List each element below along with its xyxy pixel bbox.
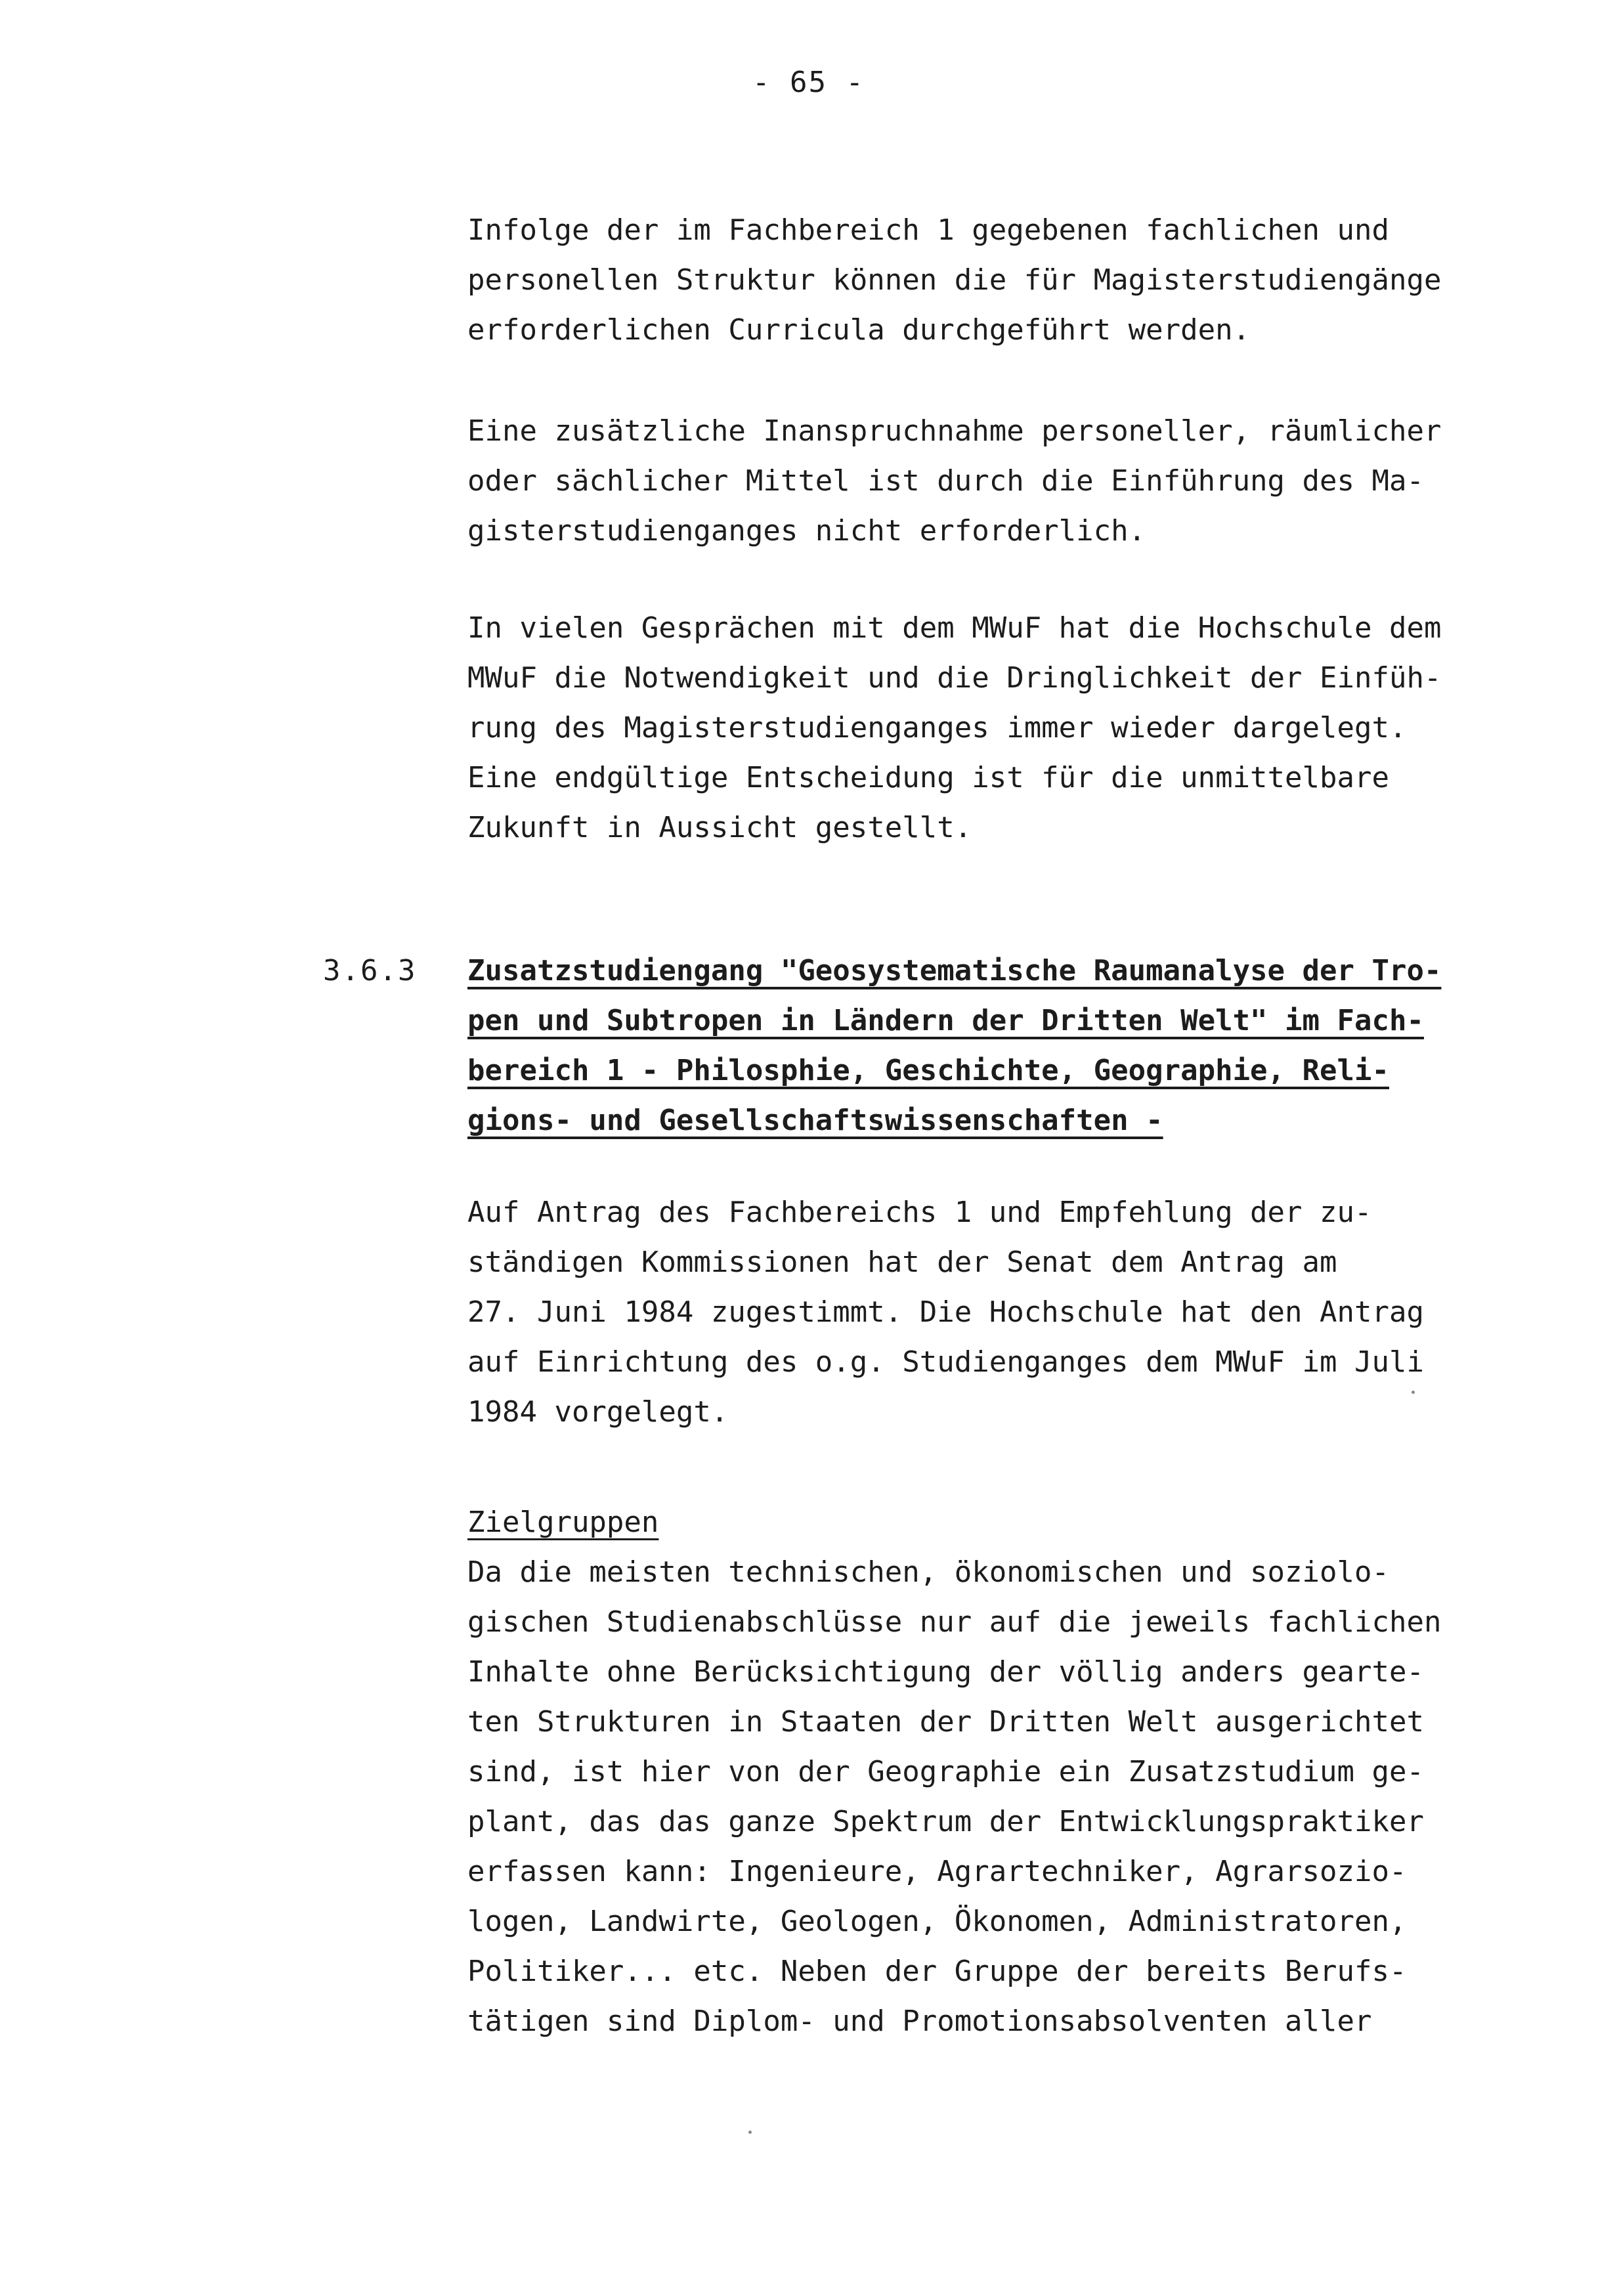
text-line: plant, das das ganze Spektrum der Entwicklungspraktiker: [467, 1805, 1424, 1838]
subheading-zielgruppen: Zielgruppen: [467, 1505, 659, 1539]
text-line: gischen Studienabschlüsse nur auf die jeweils fachlichen: [467, 1605, 1442, 1639]
text-line: rung des Magisterstudienganges immer wieder dargelegt.: [467, 711, 1407, 745]
text-line: gisterstudienganges nicht erforderlich.: [467, 514, 1146, 548]
scan-speck: [748, 2131, 752, 2134]
zielgruppen-paragraph: [467, 1548, 1442, 2047]
heading-line: Zusatzstudiengang "Geosystematische Raumanalyse der Tro-: [467, 954, 1442, 987]
text-line: Inhalte ohne Berücksichtigung der völlig anders gearte-: [467, 1655, 1424, 1689]
text-line: Politiker... etc. Neben der Gruppe der bereits Berufs-: [467, 1955, 1407, 1988]
text-line: logen, Landwirte, Geologen, Ökonomen, Administratoren,: [467, 1905, 1407, 1938]
paragraph-2: [467, 406, 1442, 556]
paragraph-3: [467, 603, 1442, 853]
section-body-paragraph: [467, 1188, 1424, 1437]
text-line: auf Einrichtung des o.g. Studienganges dem MWuF im Juli: [467, 1345, 1424, 1379]
heading-line: gions- und Gesellschaftswissenschaften -: [467, 1104, 1163, 1137]
scan-speck: [1412, 1391, 1415, 1394]
paragraph-1: [467, 206, 1442, 355]
text-line: tätigen sind Diplom- und Promotionsabsolventen aller: [467, 2004, 1372, 2038]
text-line: Zukunft in Aussicht gestellt.: [467, 811, 972, 844]
heading-line: bereich 1 - Philosphie, Geschichte, Geographie, Reli-: [467, 1054, 1389, 1087]
text-line: Auf Antrag des Fachbereichs 1 und Empfehlung der zu-: [467, 1196, 1372, 1229]
text-line: sind, ist hier von der Geographie ein Zusatzstudium ge-: [467, 1755, 1424, 1788]
text-line: personellen Struktur können die für Magisterstudiengänge: [467, 263, 1442, 297]
text-line: oder sächlicher Mittel ist durch die Einführung des Ma-: [467, 464, 1424, 498]
text-line: MWuF die Notwendigkeit und die Dringlichkeit der Einfüh-: [467, 661, 1442, 695]
page-number: - 65 -: [752, 66, 865, 99]
heading-line: pen und Subtropen in Ländern der Dritten Welt" im Fach-: [467, 1004, 1424, 1037]
text-line: erforderlichen Curricula durchgeführt werden.: [467, 313, 1251, 347]
section-number: 3.6.3: [323, 954, 417, 987]
text-line: erfassen kann: Ingenieure, Agrartechniker, Agrarsozio-: [467, 1855, 1407, 1888]
text-line: ten Strukturen in Staaten der Dritten Welt ausgerichtet: [467, 1705, 1424, 1739]
section-heading: [467, 946, 1441, 1146]
text-line: 27. Juni 1984 zugestimmt. Die Hochschule hat den Antrag: [467, 1295, 1424, 1329]
text-line: Da die meisten technischen, ökonomischen und soziolo-: [467, 1555, 1389, 1589]
text-line: ständigen Kommissionen hat der Senat dem Antrag am: [467, 1245, 1337, 1279]
text-line: Eine zusätzliche Inanspruchnahme personeller, räumlicher: [467, 414, 1442, 448]
text-line: In vielen Gesprächen mit dem MWuF hat die Hochschule dem: [467, 611, 1442, 645]
text-line: Infolge der im Fachbereich 1 gegebenen fachlichen und: [467, 213, 1389, 247]
text-line: 1984 vorgelegt.: [467, 1395, 729, 1429]
text-line: Eine endgültige Entscheidung ist für die unmittelbare: [467, 761, 1389, 794]
